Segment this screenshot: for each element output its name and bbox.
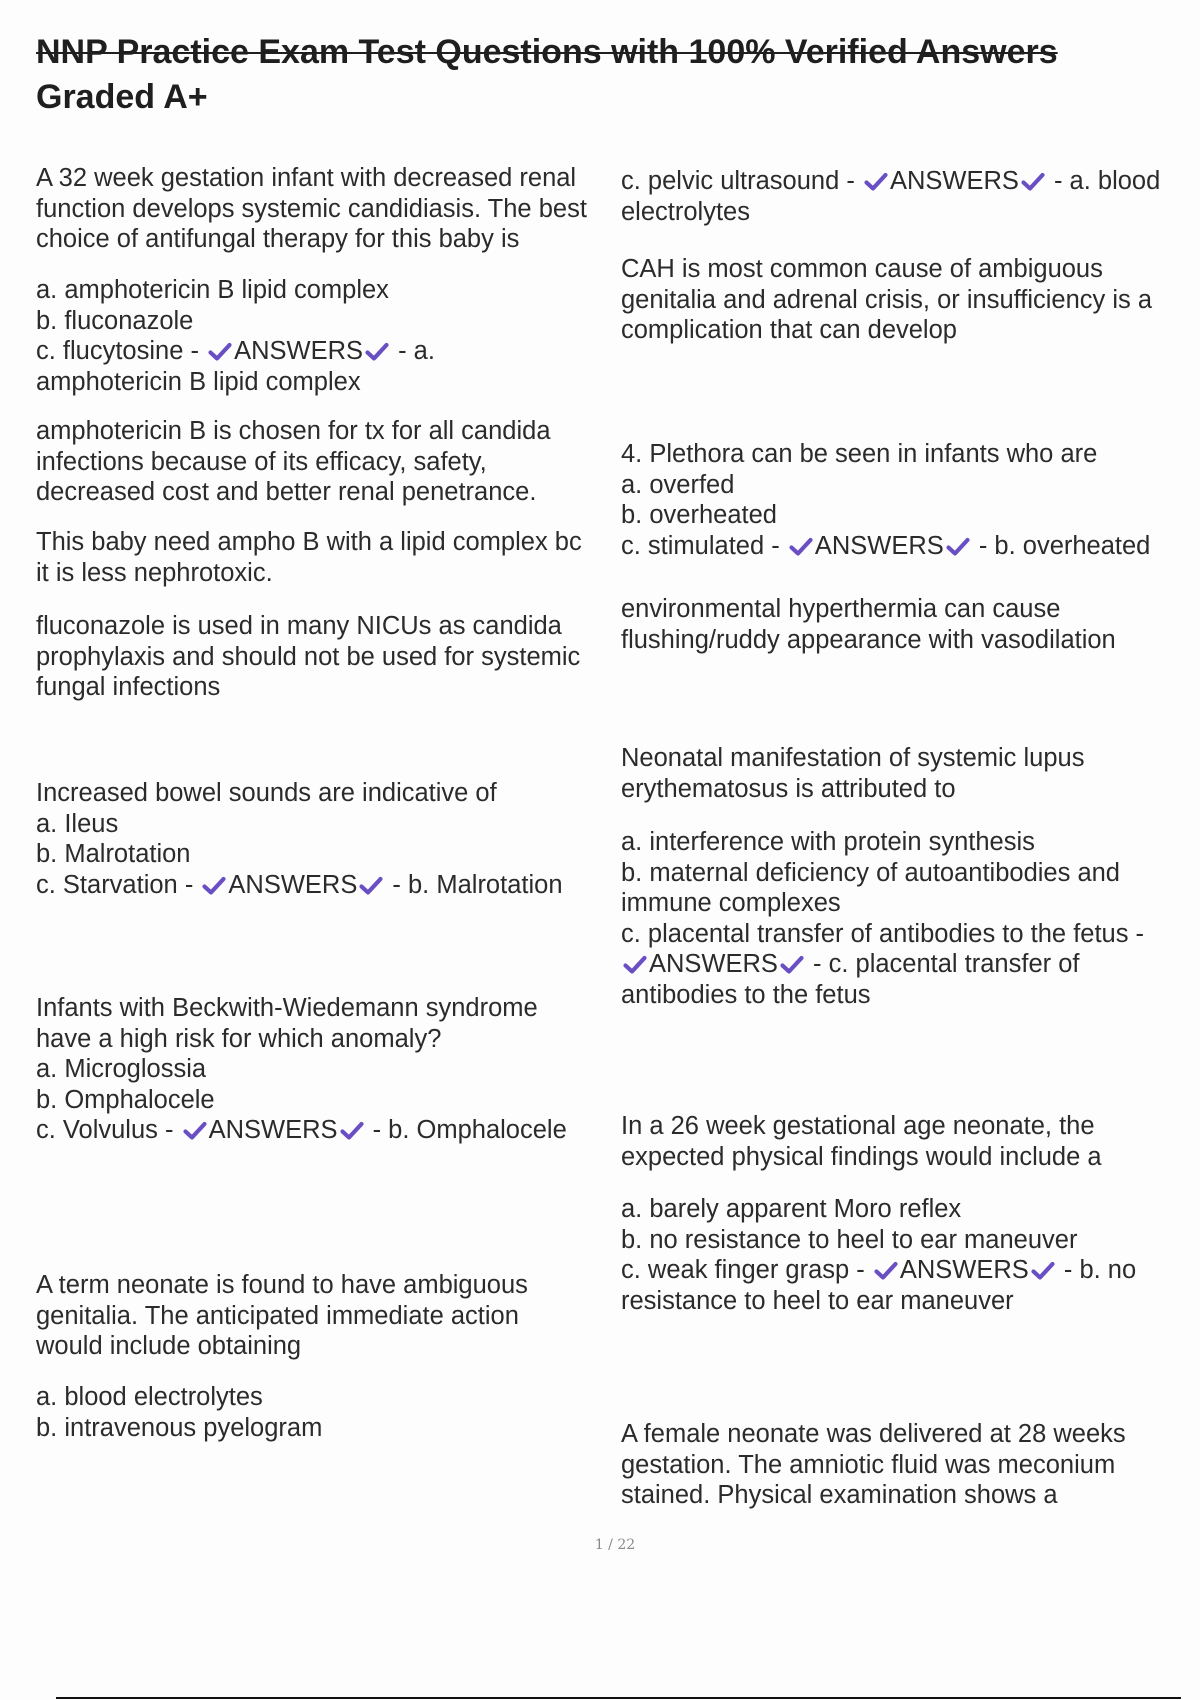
answers-label: ANSWERS bbox=[208, 1116, 338, 1144]
answers-label: ANSWERS bbox=[814, 531, 944, 560]
option-b: b. Omphalocele bbox=[36, 1085, 215, 1114]
answers-label: ANSWERS bbox=[228, 870, 358, 899]
option-b-cont: immune complexes bbox=[621, 889, 841, 917]
checkmark-icon bbox=[623, 955, 647, 975]
answer-text: - a. blood bbox=[1046, 167, 1161, 195]
title-line-2: Graded A+ bbox=[36, 78, 208, 116]
note-line: complication that can develop bbox=[621, 316, 957, 344]
page-title bbox=[36, 30, 1186, 120]
question-antifungal bbox=[36, 163, 606, 255]
question-stem: A term neonate is found to have ambiguous bbox=[36, 1271, 528, 1299]
options-ambiguous-genitalia bbox=[36, 1382, 606, 1443]
checkmark-icon bbox=[864, 172, 888, 192]
answer-text: - b. overheated bbox=[971, 531, 1151, 560]
checkmark-icon bbox=[946, 537, 970, 557]
answer-text-cont: resistance to heel to ear maneuver bbox=[621, 1286, 1014, 1315]
answer-line bbox=[36, 336, 606, 367]
note-amphotericin bbox=[36, 416, 606, 508]
note-hyperthermia bbox=[621, 594, 1181, 655]
answers-label: ANSWERS bbox=[899, 1256, 1029, 1284]
answer-text-cont: amphotericin B lipid complex bbox=[36, 367, 361, 396]
answer-text: - b. Malrotation bbox=[385, 870, 563, 899]
option-b: b. fluconazole bbox=[36, 306, 194, 335]
checkmark-icon bbox=[359, 876, 383, 896]
option-c: c. pelvic ultrasound - bbox=[621, 167, 862, 195]
checkmark-icon bbox=[1031, 1261, 1055, 1281]
title-line-1: NNP Practice Exam Test Questions with 100% Verified Answers bbox=[36, 33, 1058, 71]
answers-label: ANSWERS bbox=[889, 167, 1019, 195]
checkmark-icon bbox=[202, 876, 226, 896]
option-b: b. no resistance to heel to ear maneuver bbox=[621, 1225, 1078, 1254]
checkmark-icon bbox=[780, 955, 804, 975]
question-ambiguous-genitalia bbox=[36, 1270, 606, 1362]
options-26-week bbox=[621, 1194, 1181, 1316]
question-stem: have a high risk for which anomaly? bbox=[36, 1024, 442, 1053]
options-antifungal bbox=[36, 275, 606, 397]
answer-ambiguous-genitalia bbox=[621, 166, 1181, 227]
question-stem: genitalia. The anticipated immediate action bbox=[36, 1301, 519, 1330]
question-lupus bbox=[621, 743, 1181, 804]
options-beckwith bbox=[36, 1054, 606, 1146]
note-line: genitalia and adrenal crisis, or insufficiency is a bbox=[621, 285, 1153, 314]
question-stem: A female neonate was delivered at 28 weeks bbox=[621, 1420, 1126, 1448]
question-stem: function develops systemic candidiasis. The best bbox=[36, 194, 587, 223]
question-stem: gestation. The amniotic fluid was meconium bbox=[621, 1450, 1116, 1479]
note-line: CAH is most common cause of ambiguous bbox=[621, 255, 1103, 283]
note-line: This baby need ampho B with a lipid complex bc bbox=[36, 528, 582, 556]
question-stem: Infants with Beckwith-Wiedemann syndrome bbox=[36, 994, 538, 1022]
option-b: b. Malrotation bbox=[36, 840, 191, 868]
option-a: a. barely apparent Moro reflex bbox=[621, 1195, 962, 1223]
option-c: c. Starvation - bbox=[36, 870, 201, 899]
question-stem: stained. Physical examination shows a bbox=[621, 1481, 1058, 1509]
checkmark-icon bbox=[365, 342, 389, 362]
note-line: environmental hyperthermia can cause bbox=[621, 595, 1061, 623]
option-b: b. maternal deficiency of autoantibodies and bbox=[621, 858, 1120, 887]
answers-label: ANSWERS bbox=[649, 950, 778, 978]
question-female-28-weeks bbox=[621, 1419, 1181, 1511]
answer-line bbox=[621, 166, 1181, 197]
question-beckwith bbox=[36, 993, 606, 1054]
answer-line bbox=[621, 949, 1181, 980]
option-c: c. stimulated - bbox=[621, 531, 787, 560]
note-line: fungal infections bbox=[36, 673, 221, 701]
checkmark-icon bbox=[340, 1121, 364, 1141]
option-a: a. amphotericin B lipid complex bbox=[36, 276, 389, 304]
answer-text-cont: antibodies to the fetus bbox=[621, 980, 871, 1009]
question-stem: choice of antifungal therapy for this baby is bbox=[36, 225, 520, 253]
question-26-week bbox=[621, 1111, 1181, 1172]
checkmark-icon bbox=[183, 1121, 207, 1141]
options-lupus bbox=[621, 827, 1181, 1010]
option-a: a. Microglossia bbox=[36, 1055, 207, 1083]
answer-line bbox=[621, 531, 1181, 562]
question-stem: Neonatal manifestation of systemic lupus bbox=[621, 744, 1085, 772]
question-stem: would include obtaining bbox=[36, 1332, 302, 1360]
answer-line bbox=[36, 1115, 606, 1146]
question-stem: Increased bowel sounds are indicative of bbox=[36, 779, 497, 807]
checkmark-icon bbox=[208, 342, 232, 362]
answer-line bbox=[36, 870, 606, 901]
footer-rule bbox=[56, 1697, 1181, 1699]
answer-line bbox=[621, 1255, 1181, 1286]
note-line: decreased cost and better renal penetrance. bbox=[36, 478, 537, 506]
option-c: c. Volvulus - bbox=[36, 1116, 181, 1144]
option-b: b. overheated bbox=[621, 501, 777, 529]
note-line: flushing/ruddy appearance with vasodilation bbox=[621, 625, 1116, 654]
answers-label: ANSWERS bbox=[234, 337, 363, 365]
question-plethora bbox=[621, 439, 1181, 561]
note-line: amphotericin B is chosen for tx for all candida bbox=[36, 417, 551, 445]
option-c: c. flucytosine - bbox=[36, 337, 207, 365]
note-line: fluconazole is used in many NICUs as candida bbox=[36, 612, 562, 640]
checkmark-icon bbox=[874, 1261, 898, 1281]
option-b: b. intravenous pyelogram bbox=[36, 1413, 323, 1442]
answer-text: - c. placental transfer of bbox=[805, 950, 1080, 978]
note-fluconazole bbox=[36, 611, 606, 703]
checkmark-icon bbox=[789, 537, 813, 557]
question-stem: In a 26 week gestational age neonate, the bbox=[621, 1112, 1095, 1140]
question-bowel-sounds bbox=[36, 778, 606, 900]
answer-text: - b. Omphalocele bbox=[365, 1116, 567, 1144]
note-line: prophylaxis and should not be used for systemic bbox=[36, 642, 581, 671]
option-a: a. blood electrolytes bbox=[36, 1383, 263, 1411]
note-cah bbox=[621, 254, 1181, 346]
note-lipid-complex bbox=[36, 527, 606, 588]
option-a: a. overfed bbox=[621, 470, 735, 499]
option-a: a. Ileus bbox=[36, 809, 119, 838]
answer-text-cont: electrolytes bbox=[621, 197, 750, 226]
page-number: 1 / 22 bbox=[594, 1537, 636, 1553]
question-stem: expected physical findings would include a bbox=[621, 1142, 1102, 1171]
note-line: it is less nephrotoxic. bbox=[36, 558, 273, 587]
question-stem: 4. Plethora can be seen in infants who are bbox=[621, 440, 1098, 468]
option-a: a. interference with protein synthesis bbox=[621, 828, 1035, 856]
question-stem: A 32 week gestation infant with decreased renal bbox=[36, 164, 577, 192]
answer-text: - b. no bbox=[1056, 1256, 1137, 1284]
option-c: c. placental transfer of antibodies to the fetus - bbox=[621, 919, 1145, 948]
option-c: c. weak finger grasp - bbox=[621, 1256, 872, 1284]
question-stem: erythematosus is attributed to bbox=[621, 774, 956, 803]
checkmark-icon bbox=[1021, 172, 1045, 192]
answer-text: - a. bbox=[391, 337, 435, 365]
note-line: infections because of its efficacy, safety, bbox=[36, 447, 487, 476]
